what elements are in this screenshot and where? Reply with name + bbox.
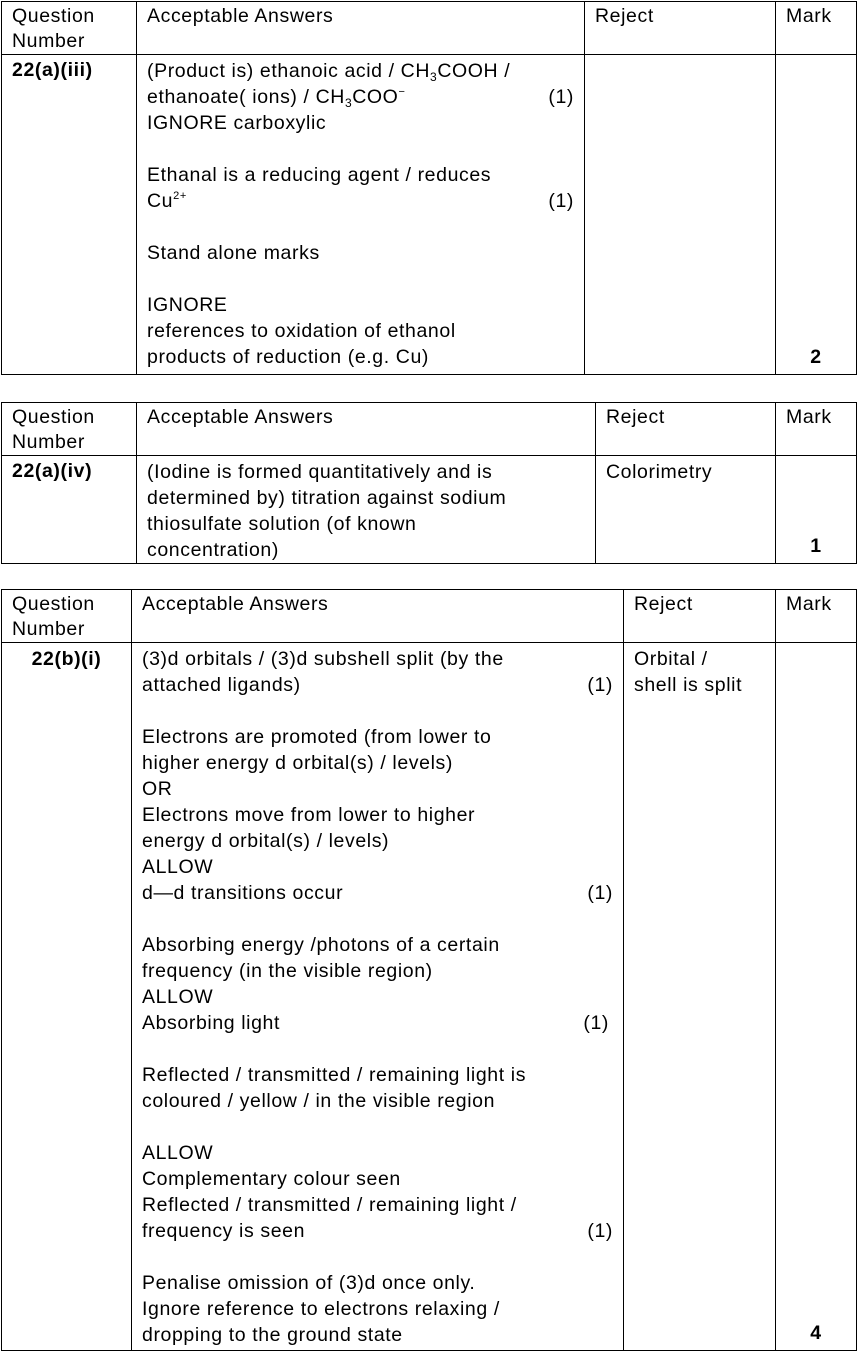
table-header-row [2,590,857,643]
answer-line: Absorbing energy /photons of a certain [142,934,500,956]
answer-line: Electrons are promoted (from lower to [142,726,492,748]
answer-line: ALLOW [142,1142,214,1164]
mark-cell [776,456,857,564]
mark-scheme-table-22b-i [1,589,857,1351]
question-number: 22(b)(i) [2,643,132,1351]
mark-cell [776,643,857,1351]
answer-line: determined by) titration against sodium [147,487,507,509]
answer-line: concentration) [147,539,279,561]
mark-scheme-table-22a-iii [1,1,857,375]
answer-line: coloured / yellow / in the visible region [142,1090,496,1112]
answer-line: energy d orbital(s) / levels) [142,830,390,852]
answer-line: references to oxidation of ethanol [147,320,456,342]
answer-line: Complementary colour seen [142,1168,401,1190]
acceptable-answers [132,643,624,1351]
acceptable-answers-header: Acceptable Answers [137,2,585,55]
answer-line: (Product is) ethanoic acid / $CH_3COOH$ / [147,60,511,84]
answer-line: frequency (in the visible region) [142,960,433,982]
answer-line: thiosulfate solution (of known [147,513,417,535]
reject-line: Orbital / [634,648,708,670]
reject-line: shell is split [634,674,743,696]
reject-header: Reject [596,403,776,456]
answer-line: frequency is seen (1) [142,1220,613,1242]
question-number-header: Question Number [2,2,137,55]
answer-line: (3)d orbitals / (3)d subshell split (by the [142,648,504,670]
answer-line: Reflected / transmitted / remaining light is [142,1064,527,1086]
answer-line: Absorbing light (1) [142,1012,609,1034]
answer-line: IGNORE carboxylic [147,112,327,134]
table-header-row [2,403,857,456]
mark-value: 2 [810,346,822,368]
answer-line: (Iodine is formed quantitatively and is [147,461,493,483]
table-row [2,456,857,564]
table-row [2,643,857,1351]
answer-line: d—d transitions occur (1) [142,882,613,904]
answer-line: Electrons move from lower to higher [142,804,476,826]
acceptable-answers [137,55,585,375]
answer-line: ALLOW [142,856,214,878]
acceptable-answers-header: Acceptable Answers [132,590,624,643]
table-row [2,55,857,375]
question-number-header: Question Number [2,590,132,643]
table-header-row [2,2,857,55]
mark-scheme-table-22a-iv [1,402,857,564]
mark-value: 4 [810,1322,822,1344]
answer-line: $Cu^{2+}$ (1) [147,190,574,212]
answer-line: ALLOW [142,986,214,1008]
answer-line: ethanoate( ions) / $CH_3COO^-$ (1) [147,86,574,110]
answer-line: Stand alone marks [147,242,320,264]
question-number: 22(a)(iii) [2,55,137,375]
answer-line: Reflected / transmitted / remaining light / [142,1194,517,1216]
mark-value: 1 [810,535,822,557]
answer-line: Penalise omission of (3)d once only. [142,1272,476,1294]
answer-line: Ignore reference to electrons relaxing / [142,1298,500,1320]
answer-line: attached ligands) (1) [142,674,613,696]
question-number: 22(a)(iv) [2,456,137,564]
answer-line: Ethanal is a reducing agent / reduces [147,164,492,186]
answer-line: IGNORE [147,294,228,316]
answer-line: products of reduction (e.g. Cu) [147,346,429,368]
mark-header: Mark [776,403,857,456]
answer-line: dropping to the ground state [142,1324,403,1346]
mark-cell [776,55,857,375]
reject-header: Reject [585,2,776,55]
reject-cell [624,643,776,1351]
answer-line: higher energy d orbital(s) / levels) [142,752,453,774]
question-number-header: Question Number [2,403,137,456]
reject-cell: Colorimetry [596,456,776,564]
mark-header: Mark [776,2,857,55]
reject-header: Reject [624,590,776,643]
acceptable-answers-header: Acceptable Answers [137,403,596,456]
reject-cell [585,55,776,375]
answer-line: OR [142,778,173,800]
acceptable-answers [137,456,596,564]
mark-header: Mark [776,590,857,643]
